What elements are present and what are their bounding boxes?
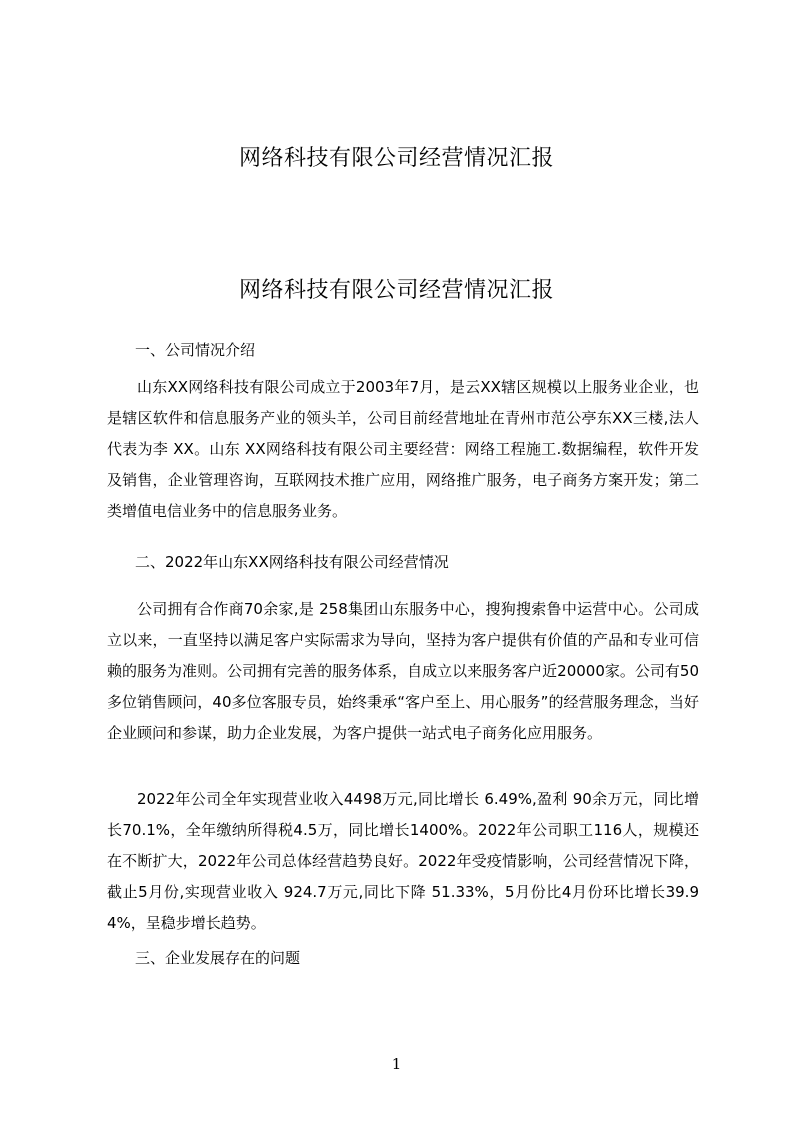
section-heading-2: 二、2022年山东XX网络科技有限公司经营情况 [135,553,449,571]
section-2-paragraph-1: 公司拥有合作商70余家,是 258集团山东服务中心，搜狗搜索鲁中运营中心。公司成立以来，一直坚持以满足客户实际需求为导向，坚持为客户提供有价值的产品和专业可信赖的服务为准则。公司拥有完善的服务体系，自成立以来服务客户近20000家。公司有50多位销售顾问，40多位客服专员，始终秉承“客户至上、用心服务”的经营服务理念，当好企业顾问和参谋，助力企业发展，为客户提供一站式电子商务化应用服务。 [107,600,699,742]
document-title-top: 网络科技有限公司经营情况汇报 [238,146,554,171]
section-heading-1: 一、公司情况介绍 [135,341,256,359]
page-number: 1 [391,1055,402,1073]
section-2-paragraph-2: 2022年公司全年实现营业收入4498万元,同比增长 6.49%,盈利 90余万元，同比增长70.1%，全年缴纳所得税4.5万，同比增长1400%。2022年公司职工116人，规模还在不断扩大，2022年公司总体经营趋势良好。2022年受疫情影响，公司经营情况下降，截止5月份,实现营业收入 924.7万元,同比下降 51.33%，5月份比4月份环比增长39.94%，呈稳步增长趋势。 [107,790,699,932]
document-title-main: 网络科技有限公司经营情况汇报 [238,278,554,303]
section-1-paragraph-1: 山东XX网络科技有限公司成立于2003年7月，是云XX辖区规模以上服务业企业，也是辖区软件和信息服务产业的领头羊，公司目前经营地址在青州市范公亭东XX三楼,法人代表为李 XX。山东 XX网络科技有限公司主要经营：网络工程施工.数据编程，软件开发及销售，企业管理咨询，互联网技术推广应用，网络推广服务，电子商务方案开发；第二类增值电信业务中的信息服务业务。 [107,378,699,520]
section-heading-3: 三、企业发展存在的问题 [135,949,301,967]
